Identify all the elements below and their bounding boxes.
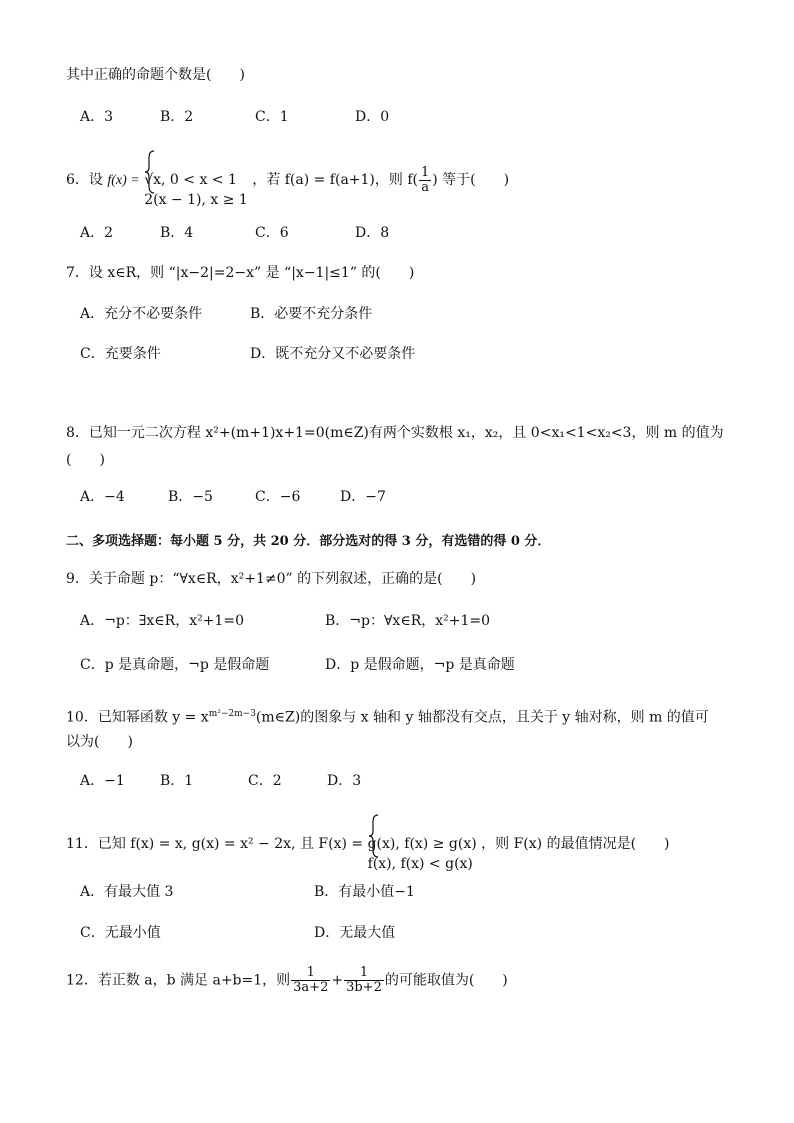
q8-option-a: A．−4 — [80, 489, 125, 505]
question-8-cont: ( ) — [66, 452, 105, 468]
q11-case-2: f(x), f(x) < g(x) — [367, 856, 473, 872]
question-12 — [66, 966, 508, 995]
q5-option-d: D．0 — [355, 109, 390, 125]
q12-fraction-1-denominator: 3a+2 — [293, 980, 329, 995]
left-brace-icon — [144, 150, 156, 194]
q10-exponent: m²−2m−3 — [208, 709, 256, 719]
q10-option-b: B．1 — [160, 773, 194, 789]
q6-tail: ) 等于( ) — [432, 172, 510, 188]
q12-fraction-2 — [344, 966, 384, 995]
q9-option-d: D．p 是假命题，¬p 是真命题 — [325, 657, 515, 673]
q8-option-d: D．−7 — [340, 489, 386, 505]
q6-case-2: 2(x − 1), x ≥ 1 — [144, 192, 248, 208]
q12-plus: + — [331, 972, 344, 989]
q12-fraction-1 — [291, 966, 330, 995]
question-7: 7．设 x∈R，则 “|x−2|=2−x” 是 “|x−1|≤1” 的( ) — [66, 265, 415, 281]
q10-option-c: C．2 — [248, 773, 282, 789]
intro-line: 其中正确的命题个数是( ) — [66, 67, 245, 83]
q11-option-c: C．无最小值 — [80, 925, 161, 941]
section-2-heading: 二、多项选择题：每小题 5 分，共 20 分．部分选对的得 3 分，有选错的得 0 分． — [66, 534, 551, 549]
q9-option-b: B．¬p：∀x∈R，x²+1=0 — [325, 613, 491, 629]
q12-fraction-1-numerator: 1 — [291, 966, 330, 981]
q8-option-c: C．−6 — [255, 489, 301, 505]
q7-option-d: D．既不充分又不必要条件 — [250, 346, 416, 362]
q11-option-a: A．有最大值 3 — [80, 884, 174, 900]
q7-option-a: A．充分不必要条件 — [80, 306, 203, 322]
q6-fraction-numerator: 1 — [420, 164, 430, 180]
q12-fraction-2-denominator: 3b+2 — [346, 980, 382, 995]
q10-post: (m∈Z)的图象与 x 轴和 y 轴都没有交点，且关于 y 轴对称，则 m 的值可 — [255, 709, 709, 726]
q10-pre: 10．已知幂函数 y = x — [66, 709, 209, 726]
question-9: 9．关于命题 p：“∀x∈R，x²+1≠0” 的下列叙述，正确的是( ) — [66, 571, 477, 587]
q6-option-b: B．4 — [160, 225, 194, 241]
q11-piecewise — [368, 814, 477, 874]
q6-number: 6．设 — [66, 172, 103, 188]
q8-option-b: B．−5 — [168, 489, 213, 505]
q7-option-b: B．必要不充分条件 — [250, 306, 373, 322]
q12-pre: 12．若正数 a，b 满足 a+b=1，则 — [66, 972, 291, 989]
q5-option-a: A．3 — [80, 109, 114, 125]
question-6 — [66, 150, 509, 210]
q5-option-c: C．1 — [255, 109, 289, 125]
q9-option-a: A．¬p：∃x∈R，x²+1=0 — [80, 613, 244, 629]
q12-post: 的可能取值为( ) — [384, 972, 508, 989]
q11-option-b: B．有最小值−1 — [314, 884, 415, 900]
question-8: 8．已知一元二次方程 x²+(m+1)x+1=0(m∈Z)有两个实数根 x₁，x₂，且 0<x₁<1<x₂<3，则 m 的值为 — [66, 425, 724, 441]
q5-option-b: B．2 — [160, 109, 194, 125]
question-10 — [66, 705, 709, 727]
q6-fx: f(x) = — [107, 173, 140, 188]
q10-option-a: A．−1 — [80, 773, 125, 789]
q9-option-c: C．p 是真命题，¬p 是假命题 — [80, 657, 270, 673]
question-11 — [66, 814, 670, 874]
q6-option-d: D．8 — [355, 225, 390, 241]
q11-case-1: g(x), f(x) ≥ g(x) — [367, 836, 477, 852]
q12-fraction-2-numerator: 1 — [344, 966, 384, 981]
question-10-cont: 以为( ) — [66, 734, 133, 750]
q6-condition: ，若 f(a) = f(a+1)，则 f( — [252, 172, 418, 188]
q6-case-1: √x, 0 < x < 1 — [144, 172, 237, 188]
q6-option-a: A．2 — [80, 225, 114, 241]
q11-pre: 11．已知 f(x) = x, g(x) = x² − 2x, 且 F(x) = — [66, 836, 364, 852]
left-brace-icon — [368, 814, 380, 858]
q11-post: ，则 F(x) 的最值情况是( ) — [481, 836, 670, 852]
q11-option-d: D．无最大值 — [314, 925, 396, 941]
q6-fraction — [419, 166, 431, 195]
q10-option-d: D．3 — [327, 773, 362, 789]
q6-fraction-denominator: a — [421, 179, 429, 195]
q6-option-c: C．6 — [255, 225, 289, 241]
q6-piecewise — [144, 150, 248, 210]
q7-option-c: C．充要条件 — [80, 346, 161, 362]
